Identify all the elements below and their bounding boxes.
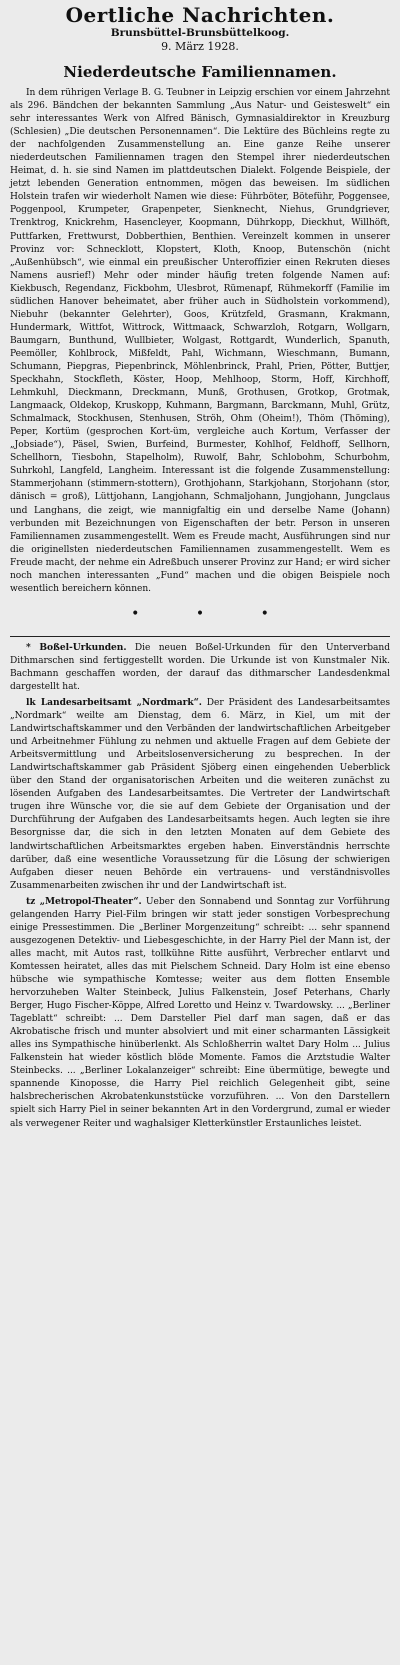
section-title: Oertliche Nachrichten.	[65, 3, 335, 27]
section-subtitle: Brunsbüttel-Brunsbüttelkoog.	[110, 27, 290, 39]
article-body-familiennamen: In dem rührigen Verlage B. G. Teubner in Leipzig erschien vor einem Jahrzehnt als 296. Bändchen der bekannten Sammlung „Aus Natur- und Geisteswelt“ ein sehr interessantes Werk von Alfred Bänisch, Gymnasialdirektor in Kreuzburg (Schlesien) „Die deutschen Personennamen“. Die Lektüre des Büchleins regte zu der nachfolgenden Zusammenstellung an. Eine ganze Reihe unserer niederdeutschen Familiennamen tragen den Stempel ihrer niederdeutschen Heimat, d. h. sie sind Namen im plattdeutschen Dialekt. Folgende Beispiele, der jetzt lebenden Generation entnommen, mögen das beweisen. Im südlichen Holstein trafen wir wiederholt Namen wie diese: Führböter, Böteführ, Poggensee, Poggenpool, Krumpeter, Grapenpeter, Sienknecht, Niehus, Grundgriever, Trenktrog, Knickrehm, Hasencleyer, Koopmann, Dührkopp, Dieckhut, Willhöft, Puttfarken, Frettwurst, Dobberthien, Benthien. Vereinzelt kommen in unserer Provinz vor: Schnecklott, Klopstert, Kloth, Knoop, Butenschön (nicht „Außenhübsch“, wie einmal ein preußischer Unteroffizier einen Rekruten dieses Namens ausrief!) Mehr oder minder häufig treten folgende Namen auf: Kiekbusch, Regendanz, Fickbohm, Ulesbrot, Rümenapf, Rühmekorff (Familie im südlichen Hanover beheimatet, aber früher auch in Südholstein vorkommend), Niebuhr (bekannter Gelehrter), Goos, Krützfeld, Grasmann, Krakmann, Hundermark, Wittfot, Wittrock, Wittmaack, Schwarzloh, Rotgarn, Wollgarn, Baumgarn, Bunthund, Wullbieter, Wolgast, Rottgardt, Wunderlich, Spanuth, Peemöller, Kohlbrock, Mißfeldt, Pahl, Wichmann, Wieschmann, Bumann, Schumann, Piepgras, Piepenbrinck, Möhlenbrinck, Prahl, Prien, Pötter, Buttjer, Speckhahn, Stockfleth, Köster, Hoop, Mehlhoop, Storm, Hoff, Kirchhoff, Lehmkuhl, Dieckmann, Dreckmann, Munß, Grothusen, Grotkop, Grotmak, Langmaack, Oldekop, Kruskopp, Kuhmann, Bargmann, Barckmann, Muhl, Grütz, Schmalmack, Stockhusen, Stenhusen, Ströh, Ohm (Oheim!), Thöm (Thöming), Peper, Kortüm (gesprochen Kort-üm, vergleiche auch Kortum, Verfasser der „Jobsiade“), Päsel, Swien, Burfeind, Burmester, Kohlhof, Feldhoff, Sellhorn, Schellhorn, Tiesbohn, Stapelholm), Ruwolf, Bahr, Schlobohm, Schurbohm, Suhrkohl, Langfeld, Langheim. Interessant ist die folgende Zusammenstellung: Stammerjohann (stimmern-stottern), Grothjohann, Starkjohann, Storjohann (stor, dänisch = groß), Lüttjohann, Langjohann, Schmaljohann, Jungjohann, Jungclaus und Langhans, die zeigt, wie mannigfaltig ein und derselbe Name (Johann) verbunden mit Bezeichnungen von Eigenschaften der betr. Person in unseren Familiennamen zusammengestellt. Wem es Freude macht, Ausführungen sind nur die originellsten niederdeutschen Familiennamen zusammengestellt. Wem es Freude macht, der nehme ein Adreßbuch unserer Provinz zur Hand; er wird sicher noch manchen interessanten „Fund“ machen und die obigen Beispiele noch wesentlich bereichern können.	[10, 88, 390, 594]
divider-line	[10, 636, 390, 637]
article-landesarbeitsamt	[10, 696, 390, 893]
article-lead: tz „Metropol-Theater“.	[26, 895, 142, 907]
article-bosselurkunden	[10, 641, 390, 694]
article-headline: Niederdeutsche Familiennamen.	[63, 63, 337, 81]
article-metropol-theater	[10, 895, 390, 1131]
article-lead: lk Landesarbeitsamt „Nordmark“.	[26, 697, 202, 709]
article-body: Der Präsident des Landesarbeitsamtes „Nordmark“ weilte am Dienstag, dem 6. März, in Kiel, um mit der Landwirtschaftskammer und den Verbänden der landwirtschaftlichen Arbeitgeber und Arbeitnehmer Fühlung zu nehmen und aktuelle Fragen auf dem Gebiete der Arbeitsvermittlung und Arbeitslosenversicherung zu besprechen. In der Landwirtschaftskammer gab Präsident Sjöberg einen eingehenden Ueberblick über den Stand der organisatorischen Arbeiten und die weiteren zunächst zu lösenden Aufgaben des Landesarbeitsamtes. Die Vertreter der Landwirtschaft trugen ihre Wünsche vor, die sie auf dem Gebiete der Organisation und der Durchführung der Aufgaben des Landesarbeitsamts hegen. Auch legten sie ihre Besorgnisse dar, die sich in den letzten Monaten auf dem Gebiete des landwirtschaftlichen Arbeitsmarktes ergeben haben. Einverständnis herrschte darüber, daß eine wesentliche Voraussetzung für die Lösung der schwierigen Aufgaben dieser neuen Behörde ein vertrauens- und verständnisvolles Zusammenarbeiten zwischen ihr und der Landwirtschaft ist.	[10, 698, 391, 891]
section-separator: • • •	[131, 605, 295, 622]
issue-date: 9. März 1928.	[161, 40, 239, 53]
article-body: Die neuen Boßel-Urkunden für den Unterverband Dithmarschen sind fertiggestellt worden. Die Urkunde ist von Kunstmaler Nik. Bachmann geschaffen worden, der darauf das dithmarscher Landesdenkmal dargestellt hat.	[10, 642, 391, 692]
article-lead: * Boßel-Urkunden.	[26, 641, 127, 653]
article-body: Ueber den Sonnabend und Sonntag zur Vorführung gelangenden Harry Piel-Film bringen wir statt jeder sonstigen Vorbesprechung einige Pressestimmen. Die „Berliner Morgenzeitung“ schreibt: ... sehr spannend ausgezogenen Detektiv- und Liebesgeschichte, in der Harry Piel der Mann ist, der alles macht, mit Autos rast, tollkühne Ritte ausführt, Verbrecher entlarvt und Komtessen heiratet, alles das mit Pielschem Schneid. Dary Holm ist eine ebenso hübsche wie sympathische Komtesse; weiter aus dem flotten Ensemble hervorzuheben Walter Steinbeck, Julius Falkenstein, Josef Peterhans, Charly Berger, Hugo Fischer-Köppe, Alfred Loretto und Heinz v. Twardowsky. ... „Berliner Tageblatt“ schreibt: ... Dem Darsteller Piel darf man sagen, daß er das Akrobatische frisch und munter absolviert und mit einer scharmanten Lässigkeit alles ins Sympathische hinüberlenkt. Als Schloßherrin waltet Dary Holm ... Julius Falkenstein hat wieder köstlich blöde Momente. Famos die Arztstudie Walter Steinbecks. ... „Berliner Lokalanzeiger“ schreibt: Eine übermütige, bewegte und spannende Kinoposse, die Harry Piel reichlich Gelegenheit gibt, seine halsbrecherischen Akrobatenkunststücke vorzuführen. ... Von den Darstellern spielt sich Harry Piel in seiner bekannten Art in den Vordergrund, zumal er wieder als verwegener Reiter und waghalsiger Kletterkünstler Erstaunliches leistet.	[10, 896, 391, 1129]
